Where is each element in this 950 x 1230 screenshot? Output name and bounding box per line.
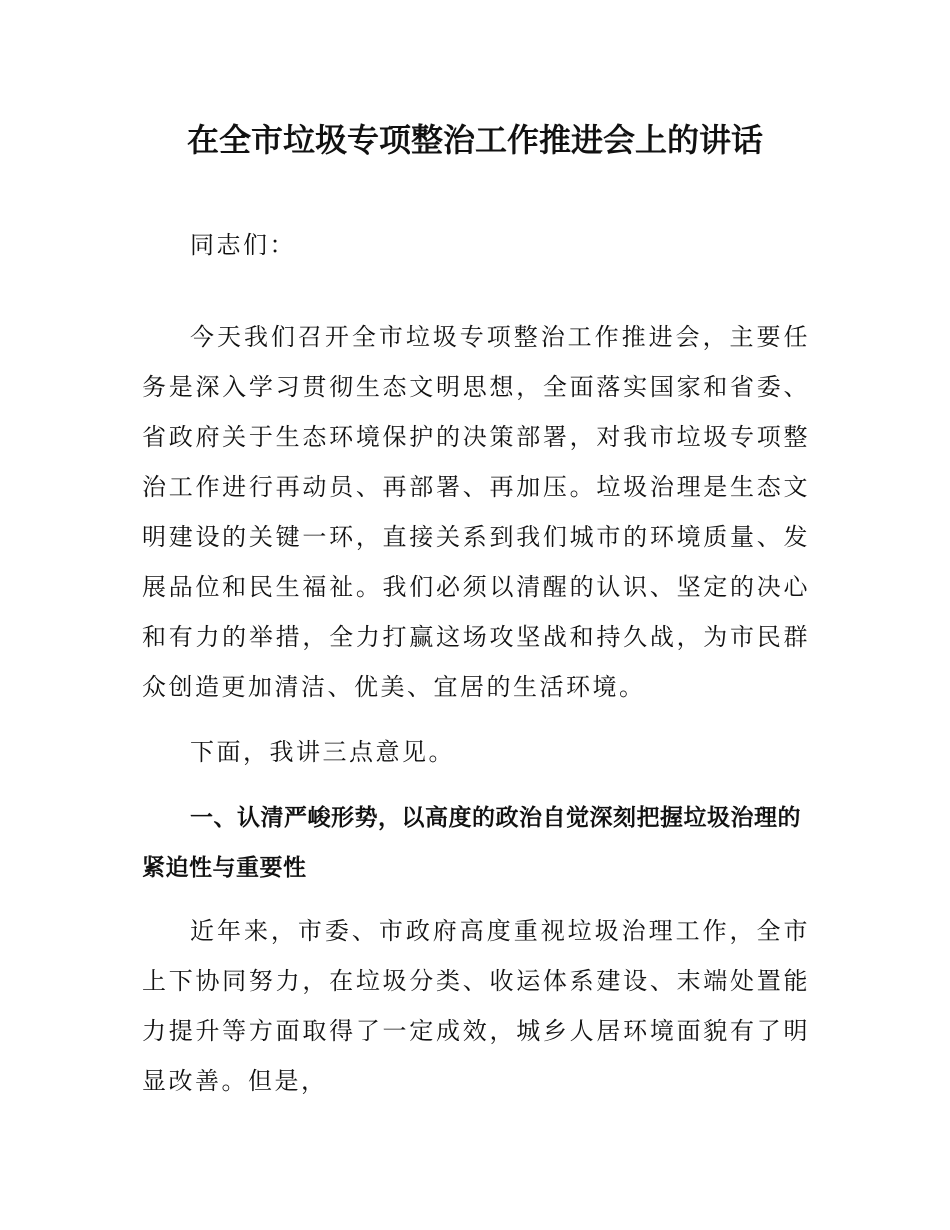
intro-paragraph: 今天我们召开全市垃圾专项整治工作推进会，主要任务是深入学习贯彻生态文明思想，全面落实国家和省委、省政府关于生态环境保护的决策部署，对我市垃圾专项整治工作进行再动员、再部署、再加压。垃圾治理是生态文明建设的关键一环，直接关系到我们城市的环境质量、发展品位和民生福祉。我们必须以清醒的认识、坚定的决心和有力的举措，全力打赢这场攻坚战和持久战，为市民群众创造更加清洁、优美、宜居的生活环境。 [142, 323, 810, 701]
section1-body-paragraph: 近年来，市委、市政府高度重视垃圾治理工作，全市上下协同努力，在垃圾分类、收运体系建设、末端处置能力提升等方面取得了一定成效，城乡人居环境面貌有了明显改善。但是， [142, 917, 810, 1095]
lead-paragraph: 下面，我讲三点意见。 [190, 738, 455, 766]
document-title: 在全市垃圾专项整治工作推进会上的讲话 [186, 121, 763, 159]
greeting-paragraph: 同志们： [190, 231, 296, 259]
section-heading-1: 一、认清严峻形势，以高度的政治自觉深刻把握垃圾治理的紧迫性与重要性 [142, 805, 801, 881]
